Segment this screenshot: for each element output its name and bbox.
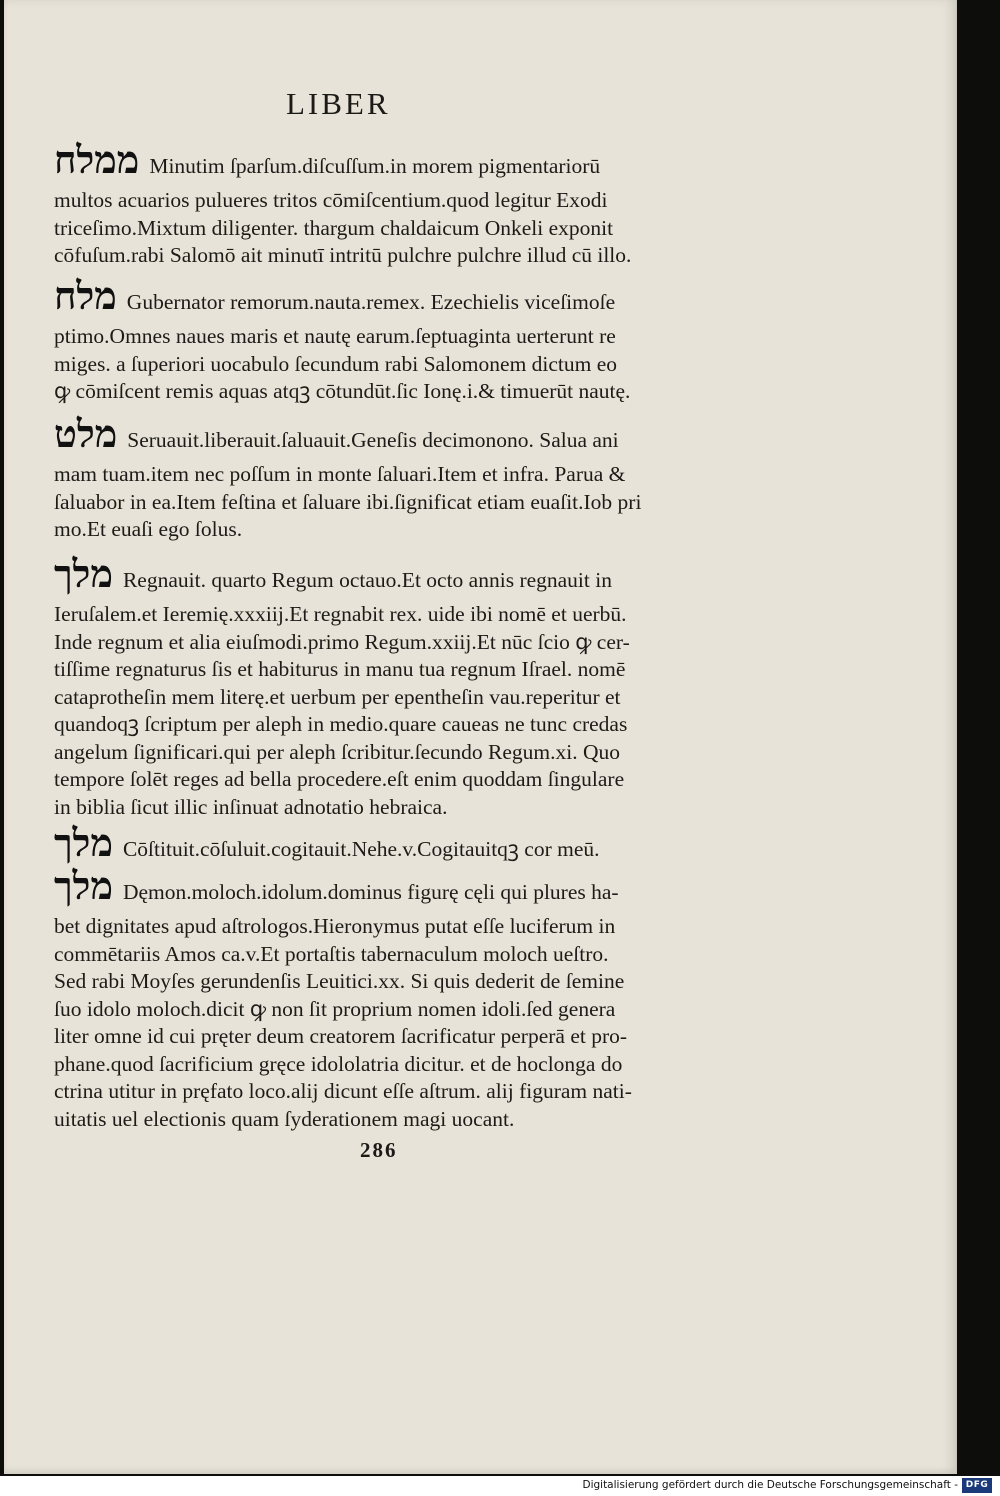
dictionary-entry	[54, 273, 699, 406]
entry-line: triceſimo.Mixtum diligenter. thargum chaldaicum Onkeli exponit	[54, 215, 614, 240]
entry-line: liter omne id cui pręter deum creatorem ſacrificatur perperā et pro-	[54, 1024, 628, 1048]
entry-line: miges. a ſuperiori uocabulo ſecundum rabi Salomonem dictum eo	[54, 351, 618, 376]
entry-line: Regnauit. quarto Regum octauo.Et octo annis regnauit in	[122, 568, 612, 592]
entry-line: bet dignitates apud aſtrologos.Hieronymus putat eſſe luciferum in	[54, 914, 616, 938]
entry-line: ptimo.Omnes naues maris et nautę earum.ſeptuaginta uerterunt re	[54, 324, 616, 348]
entry-line: multos acuarios pulueres tritos cōmiſcentium.quod legitur Exodi	[54, 188, 608, 212]
entry-line: Inde regnum et alia eiuſmodi.primo Regum.xxiij.Et nūc ſcio ꝙ cer-	[54, 629, 630, 654]
dictionary-entry	[54, 820, 699, 870]
dictionary-entry	[54, 137, 699, 270]
dictionary-entry	[54, 551, 699, 821]
entry-line: ſaluabor in ea.Item feſtina et ſaluare ibi.ſignificat etiam euaſit.Iob pri	[54, 489, 642, 514]
entry-line: tiſſime regnaturus ſis et habiturus in manu tua regnum Iſrael. nomē	[54, 657, 626, 681]
hebrew-headword: ממלח	[54, 137, 140, 182]
dictionary-entry	[54, 863, 699, 1133]
entry-line: mo.Et euaſi ego ſolus.	[54, 517, 243, 541]
hebrew-headword: מלך	[54, 820, 113, 865]
hebrew-headword: מלך	[54, 551, 113, 596]
entry-line: Dęmon.moloch.idolum.dominus figurę cęli qui plures ha-	[122, 880, 619, 904]
hebrew-headword: מלך	[54, 863, 113, 908]
folio-number: 286	[360, 1138, 398, 1162]
entry-line: ctrina utitur in pręfato loco.alij dicunt eſſe aſtrum. alij figuram nati-	[54, 1079, 632, 1103]
entry-line: Gubernator remorum.nauta.remex. Ezechielis viceſimoſe	[126, 290, 616, 314]
digitization-footer	[0, 1476, 1000, 1496]
entry-line: uitatis uel electionis quam ſyderationem magi uocant.	[54, 1106, 515, 1131]
entry-line: Cōſtituit.cōſuluit.cogitauit.Nehe.v.Cogitauitqꝫ cor meū.	[122, 837, 600, 861]
entry-line: cataprotheſin mem literę.et uerbum per epentheſin vau.reperitur et	[54, 684, 621, 709]
entry-line: commētariis Amos ca.v.Et portaſtis tabernaculum moloch ueſtro.	[54, 941, 609, 966]
footer-credit: Digitalisierung gefördert durch die Deutsche Forschungsgemeinschaft -	[582, 1479, 958, 1491]
entry-line: Ieruſalem.et Ieremię.xxxiij.Et regnabit rex. uide ibi nomē et uerbū.	[54, 602, 627, 626]
entry-line: Seruauit.liberauit.ſaluauit.Geneſis decimonono. Salua ani	[127, 428, 619, 452]
entry-line: ꝙ cōmiſcent remis aquas atqꝫ cōtundūt.ſic Ionę.i.& timuerūt nautę.	[54, 379, 631, 403]
book-page	[4, 0, 957, 1474]
entry-line: Sed rabi Moyſes gerundenſis Leuitici.xx. Si quis dederit de ſemine	[54, 969, 625, 993]
entry-line: mam tuam.item nec poſſum in monte ſaluari.Item et infra. Parua &	[54, 462, 626, 486]
entry-line: phane.quod ſacrificium gręce idololatria dicitur. et de hoclonga do	[54, 1051, 623, 1076]
entry-line: angelum ſignificari.qui per aleph ſcribitur.ſecundo Regum.xi. Quo	[54, 739, 621, 764]
dfg-logo[interactable]: DFG	[962, 1478, 992, 1493]
entry-line: cōfuſum.rabi Salomō ait minutī intritū pulchre pulchre illud cū illo.	[54, 243, 632, 267]
entry-line: ſuo idolo moloch.dicit ꝙ non ſit proprium nomen idoli.ſed genera	[54, 996, 616, 1021]
hebrew-headword: מלח	[54, 273, 117, 318]
entry-line: Minutim ſparſum.diſcuſſum.in morem pigmentariorū	[149, 154, 601, 178]
dictionary-entry	[54, 411, 699, 544]
hebrew-headword: מלט	[54, 411, 118, 456]
entry-line: quandoqꝫ ſcriptum per aleph in medio.quare caueas ne tunc credas	[54, 712, 628, 736]
entry-line: in biblia ſicut illic inſinuat adnotatio hebraica.	[54, 794, 448, 819]
entry-line: tempore ſolēt reges ad bella procedere.eſt enim quoddam ſingulare	[54, 767, 625, 791]
running-head: LIBER	[286, 86, 391, 121]
